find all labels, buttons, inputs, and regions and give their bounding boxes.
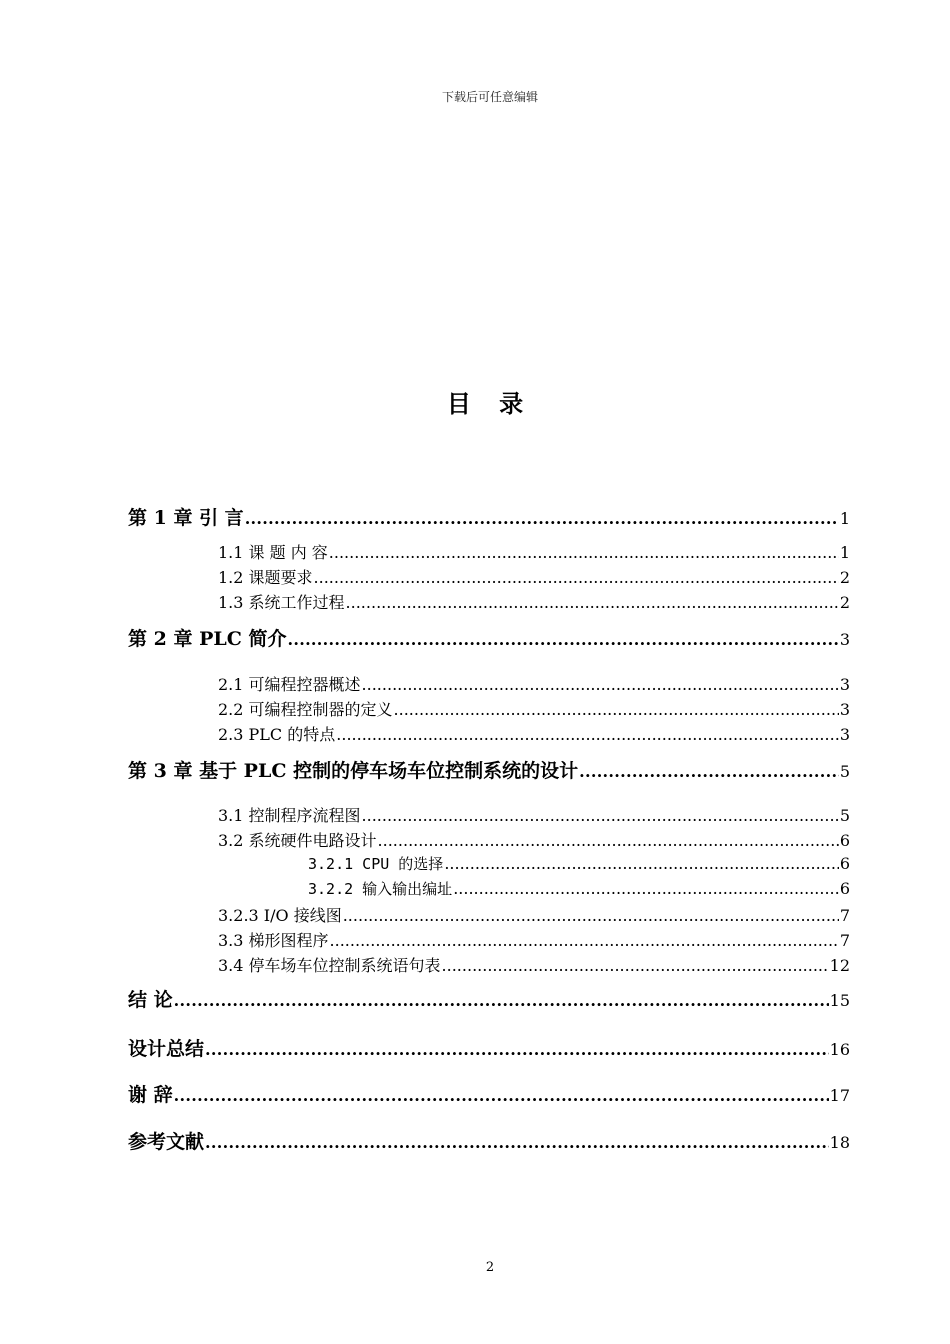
toc-entry[interactable] xyxy=(218,828,850,851)
toc-entry-page: 17 xyxy=(829,1086,850,1105)
toc-entry-page: 16 xyxy=(829,1040,850,1059)
toc-entry-page: 5 xyxy=(839,762,850,781)
toc-entry-page: 18 xyxy=(829,1133,850,1152)
toc-leader-dots xyxy=(330,931,839,950)
toc-entry[interactable] xyxy=(128,503,850,530)
toc-entry-label: 3.3 梯形图程序 xyxy=(218,931,329,950)
toc-leader-dots xyxy=(394,700,839,719)
toc-entry-label: 结 论 xyxy=(128,989,173,1011)
toc-leader-dots xyxy=(205,1040,829,1059)
toc-entry[interactable] xyxy=(128,1127,850,1154)
toc-entry-page: 2 xyxy=(839,568,850,587)
toc-entry-label: 2.3 PLC 的特点 xyxy=(218,725,336,744)
toc-entry[interactable] xyxy=(308,853,850,874)
toc-entry-label: 1.2 课题要求 xyxy=(218,568,313,587)
toc-leader-dots xyxy=(205,1133,829,1152)
toc-entry-page: 6 xyxy=(839,854,850,873)
toc-entry[interactable] xyxy=(218,697,850,720)
toc-leader-dots xyxy=(174,1086,829,1105)
toc-entry-label: 1.1 课 题 内 容 xyxy=(218,543,328,562)
toc-entry[interactable] xyxy=(218,540,850,563)
toc-entry-page: 6 xyxy=(839,831,850,850)
toc-leader-dots xyxy=(336,725,839,744)
toc-leader-dots xyxy=(287,630,838,649)
toc-entry-page: 2 xyxy=(839,593,850,612)
toc-entry[interactable] xyxy=(128,1034,850,1061)
toc-entry[interactable] xyxy=(218,672,850,695)
toc-entry-label: 第 2 章 PLC 简介 xyxy=(128,628,287,650)
toc-entry-label: 3.2 系统硬件电路设计 xyxy=(218,831,377,850)
toc-entry-page: 7 xyxy=(839,931,850,950)
toc-entry[interactable] xyxy=(218,722,850,745)
toc-entry-page: 6 xyxy=(839,879,850,898)
toc-entry-label: 第 3 章 基于 PLC 控制的停车场车位控制系统的设计 xyxy=(128,760,579,782)
toc-entry[interactable] xyxy=(218,928,850,951)
toc-leader-dots xyxy=(444,854,839,873)
toc-leader-dots xyxy=(362,806,839,825)
toc-entry-page: 3 xyxy=(839,630,850,649)
toc-entry[interactable] xyxy=(128,624,850,651)
toc-leader-dots xyxy=(453,879,839,898)
page-header: 下载后可任意编辑 xyxy=(441,90,538,104)
toc-entry-label: 参考文献 xyxy=(128,1131,205,1153)
toc-entry[interactable] xyxy=(218,803,850,826)
toc-entry-label: 3.2.1 CPU 的选择 xyxy=(308,855,444,873)
toc-leader-dots xyxy=(245,509,839,528)
toc-entry[interactable] xyxy=(128,1080,850,1107)
toc-entry-page: 3 xyxy=(839,725,850,744)
toc-leader-dots xyxy=(174,991,829,1010)
toc-entry-page: 15 xyxy=(829,991,850,1010)
toc-leader-dots xyxy=(346,593,839,612)
toc-entry-page: 1 xyxy=(839,509,850,528)
toc-entry[interactable] xyxy=(128,985,850,1012)
toc-leader-dots xyxy=(329,543,839,562)
toc-entry-label: 3.1 控制程序流程图 xyxy=(218,806,361,825)
toc-entry-label: 3.2.2 输入输出编址 xyxy=(308,880,453,898)
toc-entry[interactable] xyxy=(218,565,850,588)
page-number: 2 xyxy=(485,1260,495,1275)
toc-entry-label: 设计总结 xyxy=(128,1038,205,1060)
toc-entry-label: 3.4 停车场车位控制系统语句表 xyxy=(218,956,441,975)
toc-entry[interactable] xyxy=(218,590,850,613)
toc-leader-dots xyxy=(362,675,839,694)
toc-entry-page: 12 xyxy=(829,956,850,975)
toc-leader-dots xyxy=(378,831,839,850)
toc-entry-label: 第 1 章 引 言 xyxy=(128,507,244,529)
toc-entry[interactable] xyxy=(128,756,850,783)
toc-entry[interactable] xyxy=(218,903,850,926)
toc-entry-label: 2.1 可编程控器概述 xyxy=(218,675,361,694)
toc-leader-dots xyxy=(314,568,839,587)
toc-entry-page: 1 xyxy=(839,543,850,562)
toc-entry-page: 7 xyxy=(839,906,850,925)
toc-entry-label: 2.2 可编程控制器的定义 xyxy=(218,700,393,719)
toc-entry-page: 5 xyxy=(839,806,850,825)
toc-leader-dots xyxy=(579,762,839,781)
toc-entry-label: 1.3 系统工作过程 xyxy=(218,593,345,612)
toc-entry-page: 3 xyxy=(839,675,850,694)
toc-entry-label: 3.2.3 I/O 接线图 xyxy=(218,906,342,925)
toc-entry-page: 3 xyxy=(839,700,850,719)
toc-entry[interactable] xyxy=(308,878,850,899)
toc-title: 目 录 xyxy=(446,389,534,418)
toc-entry[interactable] xyxy=(218,953,850,976)
toc-leader-dots xyxy=(343,906,839,925)
toc-leader-dots xyxy=(442,956,829,975)
toc-entry-label: 谢 辞 xyxy=(128,1084,173,1106)
